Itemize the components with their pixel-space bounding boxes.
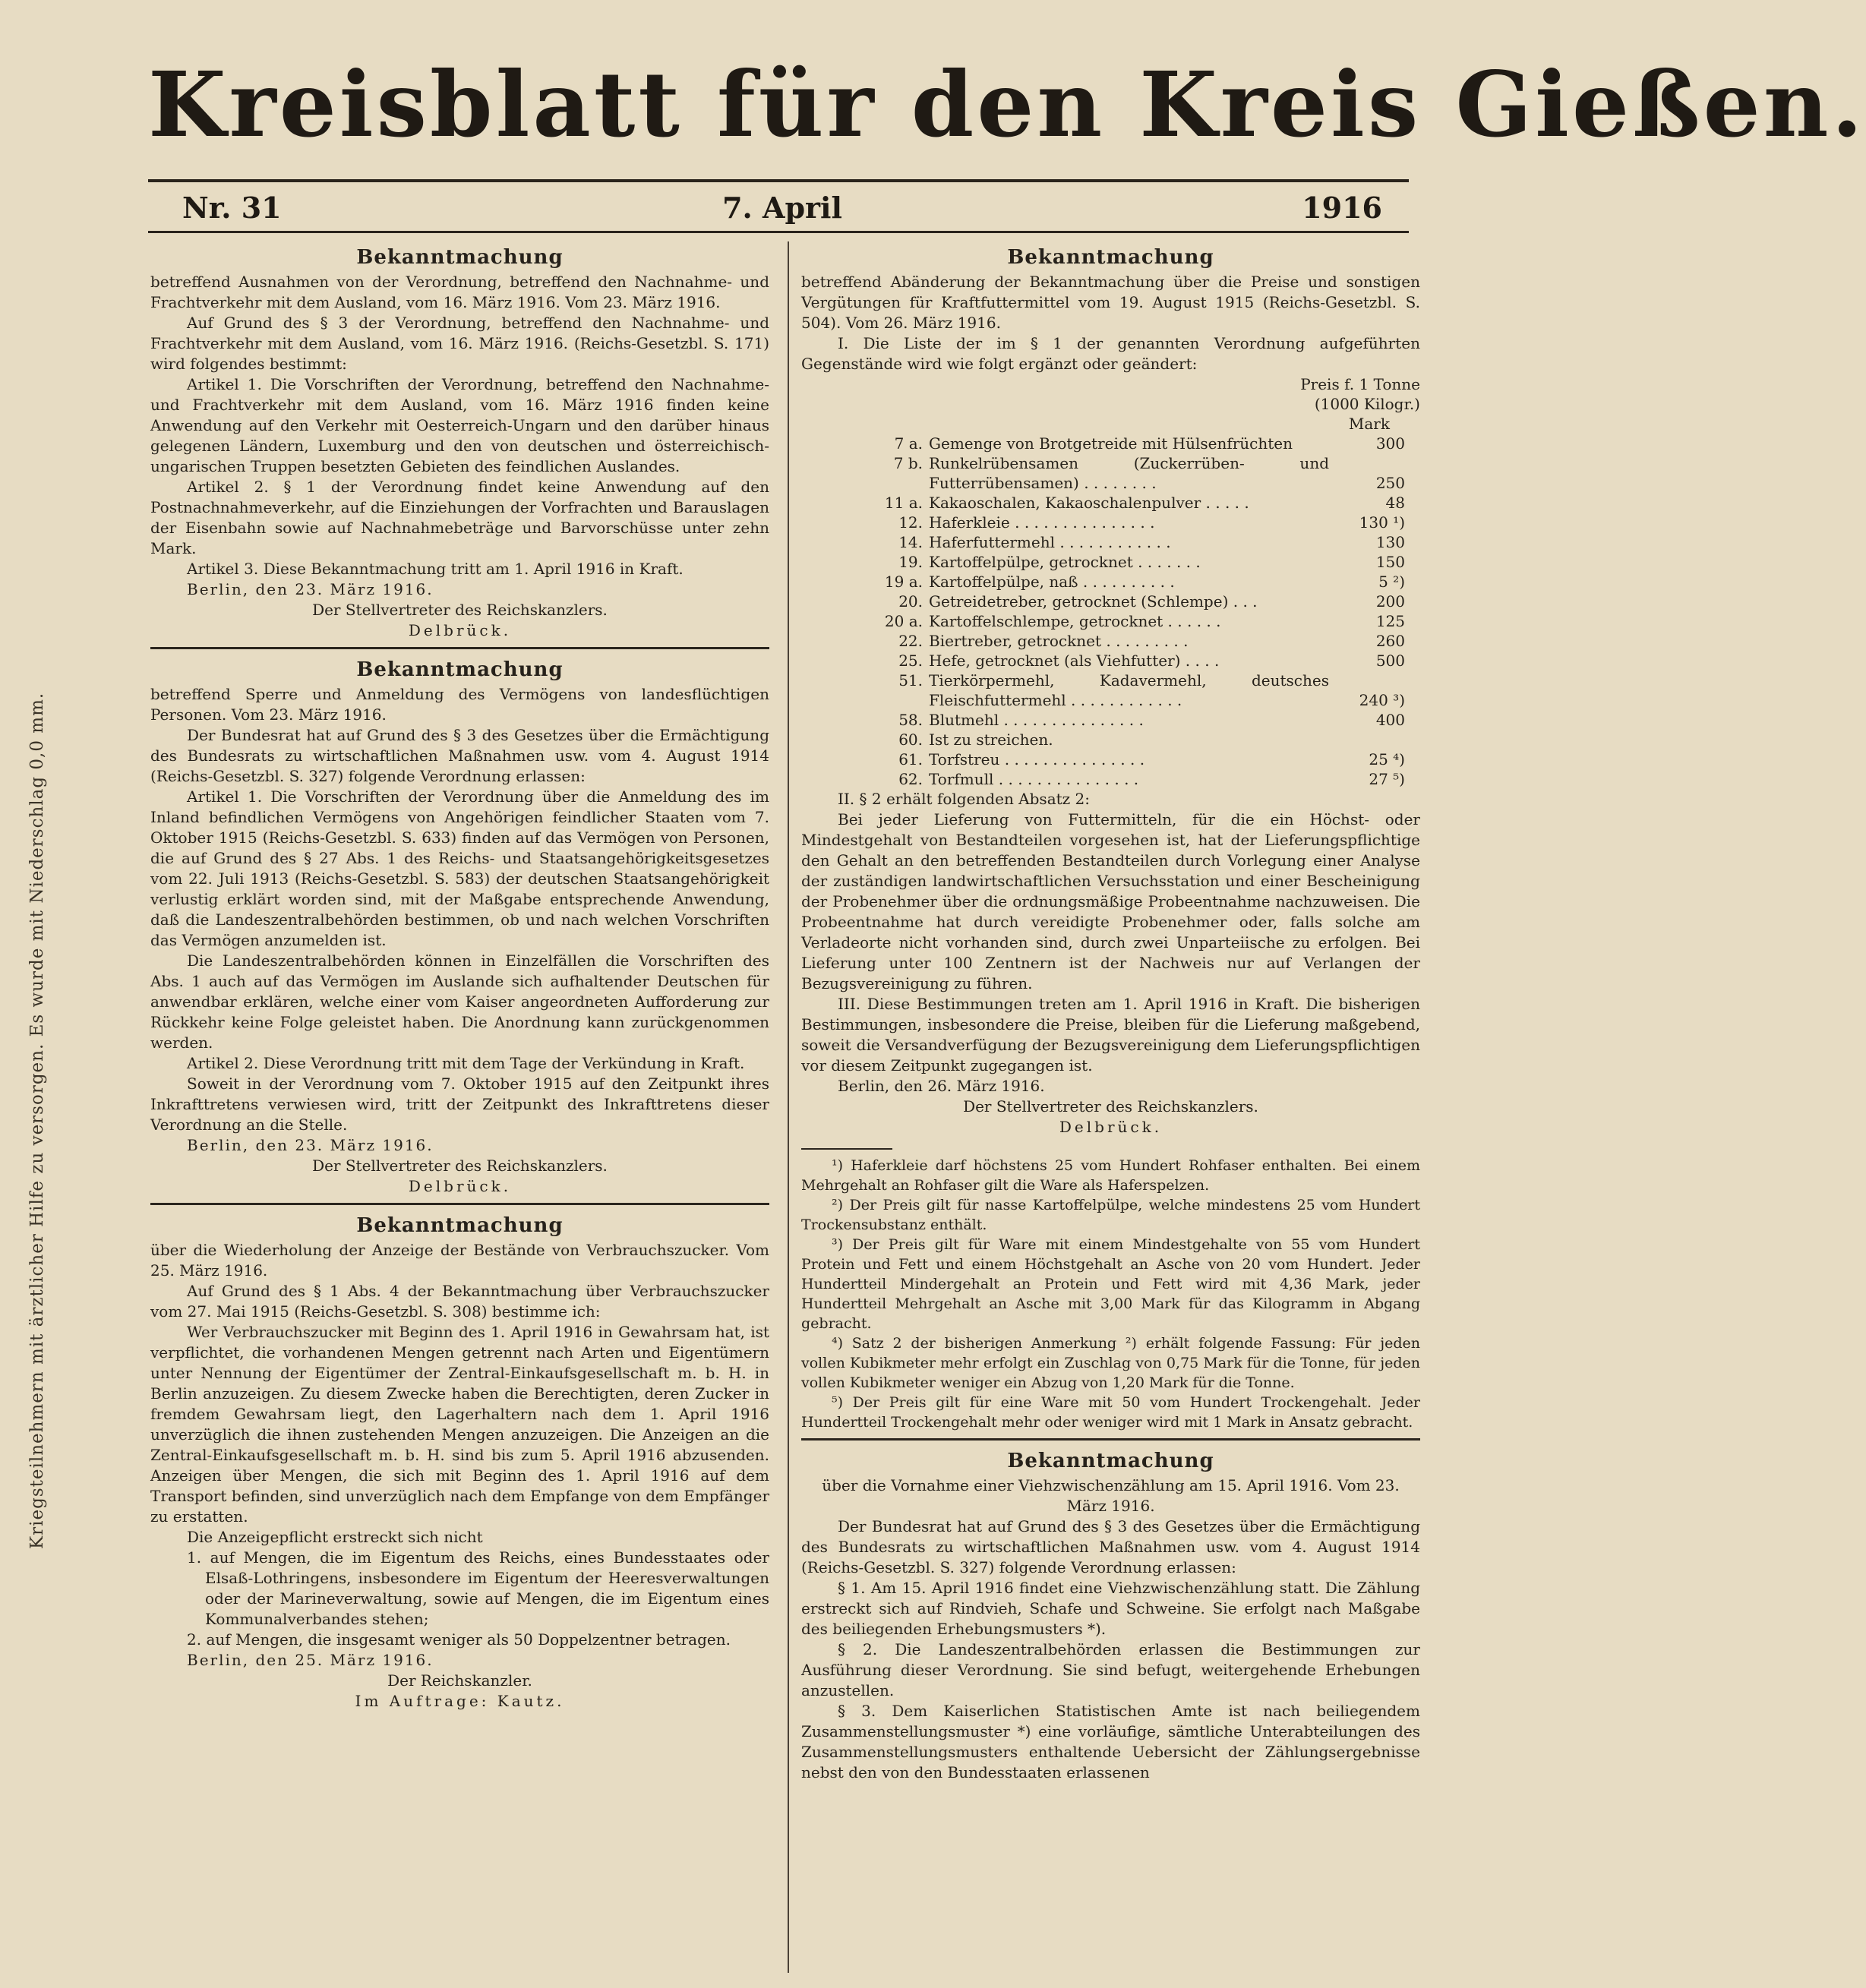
- price-row: [801, 710, 1420, 730]
- paragraph: Der Bundesrat hat auf Grund des § 3 des Gesetzes über die Ermächtigung des Bundesrats zu wirtschaftlichen Maßnahmen usw. vom 4. August 1914 (Reichs-Gesetzbl. S. 327) folgende Verordnung erlassen:: [801, 1517, 1420, 1576]
- article-subtitle: über die Vornahme einer Viehzwischenzählung am 15. April 1916. Vom 23. März 1916.: [822, 1476, 1400, 1515]
- issue-number: Nr. 31: [182, 191, 282, 225]
- price-row-num: 7 b.: [893, 454, 923, 472]
- list-item: 2. auf Mengen, die insgesamt weniger als 50 Doppelzentner betragen.: [187, 1630, 731, 1649]
- paragraph: Die Anzeigepflicht erstreckt sich nicht: [187, 1528, 483, 1546]
- masthead-rule: [148, 179, 1409, 182]
- price-row-num: 60.: [898, 731, 923, 749]
- column-divider: [788, 241, 789, 1973]
- left-column: [150, 241, 769, 1980]
- right-column: [801, 241, 1420, 1980]
- article-heading: Bekanntmachung: [356, 1214, 564, 1237]
- footnote: ¹) Haferkleie darf höchstens 25 vom Hundert Rohfaser enthalten. Bei einem Mehrgehalt an Rohfaser gilt die Ware als Haferspelzen.: [801, 1157, 1420, 1194]
- signature-place: Berlin, den 23. März 1916.: [187, 580, 434, 598]
- price-row-name: Kartoffelschlempe, getrocknet . . . . . .: [929, 612, 1221, 630]
- price-row-price: 130 ¹): [1359, 513, 1405, 532]
- price-row: [801, 671, 1420, 710]
- masthead-title: Kreisblatt für den Kreis Gießen.: [148, 52, 1866, 157]
- price-row-price: 150: [1375, 553, 1405, 571]
- price-row-price: 400: [1375, 711, 1405, 729]
- price-row-name: Blutmehl . . . . . . . . . . . . . . .: [929, 711, 1144, 729]
- price-row: [801, 453, 1420, 493]
- article-nachnahme: [150, 245, 769, 641]
- price-row-price: 250: [1375, 474, 1405, 492]
- signature-name: Im Auftrage: Kautz.: [355, 1692, 565, 1710]
- price-header-currency: Mark: [1348, 415, 1390, 433]
- price-row-price: 500: [1375, 652, 1405, 670]
- article-heading: Bekanntmachung: [356, 658, 564, 681]
- issue-date: 7. April: [722, 191, 842, 225]
- price-row: [801, 730, 1420, 749]
- price-row-name: Biertreber, getrocknet . . . . . . . . .: [929, 632, 1189, 650]
- article-viehzaehlung: [801, 1448, 1420, 1783]
- price-row-name: Haferkleie . . . . . . . . . . . . . . .: [929, 513, 1155, 532]
- price-row: [801, 572, 1420, 592]
- price-row: [801, 749, 1420, 769]
- price-row-name: Runkelrübensamen (Zuckerrüben- und Futterrübensamen) . . . . . . . .: [929, 454, 1329, 492]
- article-subtitle: betreffend Ausnahmen von der Verordnung, betreffend den Nachnahme- und Frachtverkehr mit dem Ausland, vom 16. März 1916. Vom 23. März 1916.: [150, 273, 769, 311]
- price-row-name: Torfmull . . . . . . . . . . . . . . .: [929, 770, 1139, 788]
- price-row-name: Kakaoschalen, Kakaoschalenpulver . . . . .: [929, 494, 1249, 512]
- paragraph: Der Bundesrat hat auf Grund des § 3 des Gesetzes über die Ermächtigung des Bundesrats zu wirtschaftlichen Maßnahmen usw. vom 4. August 1914 (Reichs-Gesetzbl. S. 327) folgende Verordnung erlassen:: [150, 726, 769, 785]
- paragraph: II. § 2 erhält folgenden Absatz 2:: [838, 790, 1091, 808]
- signature-place: Berlin, den 25. März 1916.: [187, 1651, 434, 1669]
- paragraph: Auf Grund des § 1 Abs. 4 der Bekanntmachung über Verbrauchszucker vom 27. Mai 1915 (Reichs-Gesetzbl. S. 308) bestimme ich:: [150, 1282, 769, 1321]
- price-row: [801, 552, 1420, 572]
- article-separator: [801, 1438, 1420, 1441]
- price-row: [801, 592, 1420, 611]
- signature-place: Berlin, den 23. März 1916.: [187, 1136, 434, 1154]
- price-row-num: 14.: [898, 533, 923, 551]
- price-row-num: 19.: [898, 553, 923, 571]
- paragraph: Artikel 1. Die Vorschriften der Verordnung über die Anmeldung des im Inland befindlichen Vermögens von Angehörigen feindlicher Staaten vom 7. Oktober 1915 (Reichs-Gesetzbl. S. 633) finden auf das Vermögen von Personen, die auf Grund des § 27 Abs. 1 des Reichs- und Staatsangehörigkeitsgesetzes vom 22. Juli 1913 (Reichs-Gesetzbl. S. 583) der deutschen Staatsangehörigkeit verlustig erklärt worden sind, mit der Maßgabe entsprechende Anwendung, daß die Landeszentralbehörden bestimmen, ob und nach welchen Vorschriften das Vermögen anzumelden ist.: [150, 787, 769, 949]
- paragraph: § 2. Die Landeszentralbehörden erlassen die Bestimmungen zur Ausführung dieser Verordnung. Sie sind befugt, weitergehende Erhebungen anzustellen.: [801, 1640, 1420, 1699]
- signature-role: Der Stellvertreter des Reichskanzlers.: [963, 1097, 1258, 1115]
- paragraph: Die Landeszentralbehörden können in Einzelfällen die Vorschriften des Abs. 1 auch auf das Vermögen im Auslande sich aufhaltender Deutschen für anwendbar erklären, welche einer vom Kaiser angeordneten Aufforderung zur Rückkehr keine Folge geleistet haben. Die Anordnung kann zurückgenommen werden.: [150, 951, 769, 1052]
- signature-role: Der Stellvertreter des Reichskanzlers.: [312, 1157, 608, 1175]
- paragraph: Artikel 2. Diese Verordnung tritt mit dem Tage der Verkündung in Kraft.: [187, 1054, 745, 1072]
- price-row: [801, 651, 1420, 671]
- price-row-num: 20.: [898, 592, 923, 611]
- paragraph: Artikel 3. Diese Bekanntmachung tritt am 1. April 1916 in Kraft.: [187, 560, 684, 578]
- price-row-name: Haferfuttermehl . . . . . . . . . . . .: [929, 533, 1171, 551]
- price-header-unit: (1000 Kilogr.): [1314, 395, 1420, 413]
- article-heading: Bekanntmachung: [356, 246, 564, 269]
- article-separator: [150, 647, 769, 649]
- footnote: ²) Der Preis gilt für nasse Kartoffelpülpe, welche mindestens 25 vom Hundert Trockensubstanz enthält.: [801, 1197, 1420, 1233]
- price-row-name: Kartoffelpülpe, getrocknet . . . . . . .: [929, 553, 1201, 571]
- price-row-price: 125: [1375, 612, 1405, 630]
- issue-year: 1916: [1302, 191, 1382, 225]
- paragraph: I. Die Liste der im § 1 der genannten Verordnung aufgeführten Gegenstände wird wie folgt ergänzt oder geändert:: [801, 334, 1420, 373]
- price-row: [801, 532, 1420, 552]
- price-row-num: 19 a.: [884, 573, 923, 591]
- signature-role: Der Stellvertreter des Reichskanzlers.: [312, 601, 608, 619]
- footnote-rule: [801, 1148, 892, 1150]
- price-row-num: 11 a.: [884, 494, 923, 512]
- article-separator: [150, 1203, 769, 1205]
- paragraph: Wer Verbrauchszucker mit Beginn des 1. April 1916 in Gewahrsam hat, ist verpflichtet, die vorhandenen Mengen getrennt nach Arten und Eigentümern unter Nennung der Eigentümer der Zentral-Einkaufsgesellschaft m. b. H. in Berlin anzuzeigen. Zu diesem Zwecke haben die Berechtigten, deren Zucker in fremdem Gewahrsam liegt, den Lagerhaltern nach dem 1. April 1916 unverzüglich die ihnen zustehenden Mengen anzuzeigen. Die Anzeigen an die Zentral-Einkaufsgesellschaft m. b. H. sind bis zum 5. April 1916 abzusenden. Anzeigen über Mengen, die sich mit Beginn des 1. April 1916 auf dem Transport befinden, sind unverzüglich nach dem Empfange von dem Empfänger zu erstatten.: [150, 1323, 769, 1526]
- price-row-name: Getreidetreber, getrocknet (Schlempe) . . .: [929, 592, 1258, 611]
- price-row-price: 25 ⁴): [1369, 750, 1405, 768]
- price-row-price: 27 ⁵): [1369, 770, 1405, 788]
- article-heading: Bekanntmachung: [1007, 246, 1214, 269]
- paragraph: Bei jeder Lieferung von Futtermitteln, für die ein Höchst- oder Mindestgehalt von Bestandteilen vorgesehen ist, hat der Lieferungspflichtige den Gehalt an den betreffenden Bestandteilen durch Vorlegung einer Analyse der zuständigen landwirtschaftlichen Versuchsstation und einer Bescheinigung der Probenehmer über die ordnungsmäßige Probeentnahme nachzuweisen. Die Probeentnahme hat durch vereidigte Probenehmer oder, falls solche am Verladeorte nicht vorhanden sind, durch zwei Unparteiische zu erfolgen. Bei Lieferung unter 100 Zentnern ist der Nachweis nur auf Verlangen der Bezugsvereinigung zu führen.: [801, 810, 1420, 992]
- price-row: [801, 434, 1420, 453]
- price-header: Preis f. 1 Tonne: [1300, 375, 1420, 393]
- price-row-price: 300: [1375, 434, 1405, 453]
- issue-line: [182, 188, 1382, 228]
- article-zucker: [150, 1213, 769, 1712]
- margin-note: Kriegsteilnehmern mit ärztlicher Hilfe zu versorgen. Es wurde mit Niederschlag 0,0 mm.: [27, 692, 47, 1549]
- signature-name: Delbrück.: [1059, 1118, 1163, 1136]
- price-row-price: 260: [1375, 632, 1405, 650]
- article-subtitle: betreffend Sperre und Anmeldung des Vermögens von landesflüchtigen Personen. Vom 23. März 1916.: [150, 685, 769, 724]
- price-row-price: 240 ³): [1359, 691, 1405, 709]
- paragraph: § 3. Dem Kaiserlichen Statistischen Amte ist nach beiliegendem Zusammenstellungsmuster *) eine vorläufige, sämtliche Unterabteilungen des Zusammenstellungsmusters enthaltende Uebersicht der Zählungsergebnisse nebst den von den Bundesstaaten erlassenen: [801, 1702, 1420, 1781]
- signature-role: Der Reichskanzler.: [387, 1671, 532, 1690]
- paragraph: Artikel 2. § 1 der Verordnung findet keine Anwendung auf den Postnachnahmeverkehr, auf die Einziehungen der Vorfrachten und Barauslagen der Eisenbahn sowie auf Nachnahmebeträge und Barvorschüsse unter zehn Mark.: [150, 478, 769, 557]
- price-row-num: 22.: [898, 632, 923, 650]
- price-row-price: 5 ²): [1378, 573, 1405, 591]
- price-row-num: 51.: [898, 671, 923, 689]
- paragraph: Artikel 1. Die Vorschriften der Verordnung, betreffend den Nachnahme- und Frachtverkehr mit dem Ausland, vom 16. März 1916 finden keine Anwendung auf den Verkehr mit Oesterreich-Ungarn und den darüber hinaus gelegenen Ländern, Luxemburg und den von deutschen und österreichisch-ungarischen Truppen besetzten Gebieten des feindlichen Auslandes.: [150, 375, 769, 475]
- price-row-num: 20 a.: [884, 612, 923, 630]
- article-heading: Bekanntmachung: [1007, 1450, 1214, 1472]
- price-row-name: Gemenge von Brotgetreide mit Hülsenfrüchten: [929, 434, 1293, 453]
- price-row: [801, 611, 1420, 631]
- price-row-name: Hefe, getrocknet (als Viehfutter) . . . .: [929, 652, 1220, 670]
- price-row: [801, 513, 1420, 532]
- dateline-rule: [148, 231, 1409, 233]
- signature-place: Berlin, den 26. März 1916.: [838, 1077, 1045, 1095]
- price-row-num: 25.: [898, 652, 923, 670]
- price-row-num: 62.: [898, 770, 923, 788]
- price-row-num: 12.: [898, 513, 923, 532]
- footnote: ⁵) Der Preis gilt für eine Ware mit 50 vom Hundert Trockengehalt. Jeder Hundertteil Trockengehalt mehr oder weniger wird mit 1 Mark in Ansatz gebracht.: [801, 1394, 1420, 1431]
- price-row: [801, 493, 1420, 513]
- price-row: [801, 769, 1420, 789]
- paragraph: Soweit in der Verordnung vom 7. Oktober 1915 auf den Zeitpunkt ihres Inkrafttretens verwiesen wird, tritt der Zeitpunkt des Inkrafttretens dieser Verordnung an die Stelle.: [150, 1074, 769, 1134]
- price-row-num: 7 a.: [894, 434, 923, 453]
- signature-name: Delbrück.: [408, 621, 512, 639]
- article-subtitle: betreffend Abänderung der Bekanntmachung über die Preise und sonstigen Vergütungen für Kraftfuttermittel vom 19. August 1915 (Reichs-Gesetzbl. S. 504). Vom 26. März 1916.: [801, 273, 1420, 332]
- price-row-num: 61.: [898, 750, 923, 768]
- footnote: ⁴) Satz 2 der bisherigen Anmerkung ²) erhält folgende Fassung: Für jeden vollen Kubikmeter mehr erfolgt ein Zuschlag von 0,75 Mark für die Tonne, für jeden vollen Kubikmeter weniger ein Abzug von 1,20 Mark für die Tonne.: [801, 1335, 1420, 1391]
- price-row-name: Kartoffelpülpe, naß . . . . . . . . . .: [929, 573, 1175, 591]
- price-row-name: Torfstreu . . . . . . . . . . . . . . .: [929, 750, 1145, 768]
- paragraph: III. Diese Bestimmungen treten am 1. April 1916 in Kraft. Die bisherigen Bestimmungen, insbesondere die Preise, bleiben für die Lieferung maßgebend, soweit die Versandverfügung der Bezugsvereinigung dem Lieferungspflichtigen vor diesem Zeitpunkt zugegangen ist.: [801, 995, 1420, 1074]
- price-row-num: 58.: [898, 711, 923, 729]
- paragraph: § 1. Am 15. April 1916 findet eine Viehzwischenzählung statt. Die Zählung erstreckt sich auf Rindvieh, Schafe und Schweine. Sie erfolgt nach Maßgabe des beiliegenden Erhebungsmusters *).: [801, 1579, 1420, 1638]
- signature-name: Delbrück.: [408, 1177, 512, 1195]
- article-kraftfutter: [801, 245, 1420, 1432]
- article-vermoegen: [150, 657, 769, 1197]
- price-row-price: 48: [1385, 494, 1405, 512]
- footnote: ³) Der Preis gilt für Ware mit einem Mindestgehalte von 55 vom Hundert Protein und Fett und einem Höchstgehalt an Asche von 20 vom Hundert. Jeder Hundertteil Mindergehalt an Protein und Fett wird mit 4,36 Mark, jeder Hundertteil Mehrgehalt an Asche mit 3,00 Mark für das Kilogramm in Abgang gebracht.: [801, 1236, 1420, 1332]
- price-row: [801, 631, 1420, 651]
- price-row-name: Tierkörpermehl, Kadavermehl, deutsches Fleischfuttermehl . . . . . . . . . . . .: [929, 671, 1329, 709]
- price-list: [801, 434, 1420, 789]
- list-item: 1. auf Mengen, die im Eigentum des Reichs, eines Bundesstaates oder Elsaß-Lothringens, insbesondere im Eigentum der Heeresverwaltungen oder der Marineverwaltung, sowie auf Mengen, die im Eigentum eines Kommunalverbandes stehen;: [187, 1548, 769, 1628]
- article-subtitle: über die Wiederholung der Anzeige der Bestände von Verbrauchszucker. Vom 25. März 1916.: [150, 1241, 769, 1280]
- price-row-name: Ist zu streichen.: [929, 731, 1053, 749]
- paragraph: Auf Grund des § 3 der Verordnung, betreffend den Nachnahme- und Frachtverkehr mit dem Ausland, vom 16. März 1916. (Reichs-Gesetzbl. S. 171) wird folgendes bestimmt:: [150, 314, 769, 373]
- price-row-price: 200: [1375, 592, 1405, 611]
- price-row-price: 130: [1375, 533, 1405, 551]
